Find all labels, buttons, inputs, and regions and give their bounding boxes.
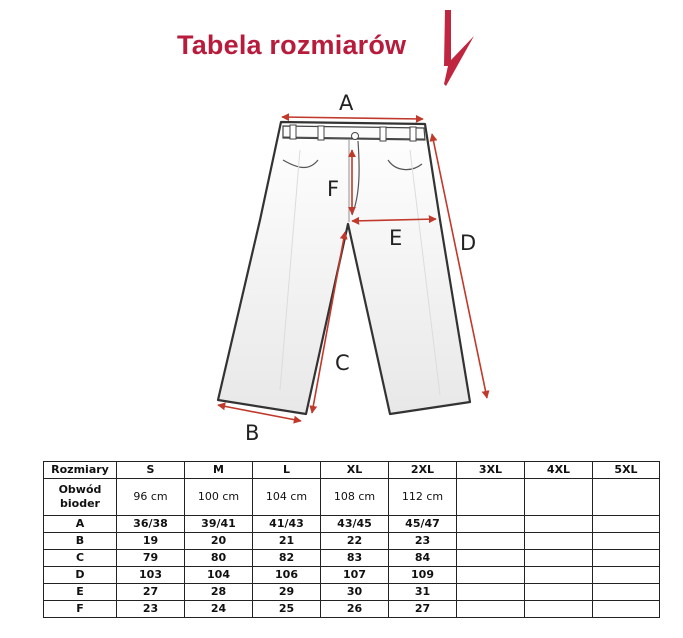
table-cell: 39/41	[185, 516, 253, 533]
table-cell: 80	[185, 550, 253, 567]
table-row	[44, 516, 660, 533]
table-cell: 82	[253, 550, 321, 567]
table-header-row	[44, 462, 660, 479]
table-cell: 21	[253, 533, 321, 550]
label-d: D	[460, 231, 477, 255]
table-cell	[457, 533, 525, 550]
table-cell: 112 cm	[389, 479, 457, 516]
table-cell: 41/43	[253, 516, 321, 533]
table-cell: 27	[117, 584, 185, 601]
table-cell: 23	[389, 533, 457, 550]
table-cell: 100 cm	[185, 479, 253, 516]
table-cell: 36/38	[117, 516, 185, 533]
row-label: D	[44, 567, 117, 584]
table-header-cell: 3XL	[457, 462, 525, 479]
table-cell: 104	[185, 567, 253, 584]
table-cell	[525, 550, 593, 567]
label-a: A	[339, 91, 354, 115]
table-cell: 103	[117, 567, 185, 584]
row-label: F	[44, 601, 117, 618]
table-row	[44, 550, 660, 567]
table-header-cell: M	[185, 462, 253, 479]
page-title: Tabela rozmiarów	[177, 30, 407, 60]
table-row	[44, 601, 660, 618]
label-e: E	[389, 226, 403, 250]
table-cell: 29	[253, 584, 321, 601]
table-cell: 84	[389, 550, 457, 567]
table-cell	[593, 516, 660, 533]
size-table	[43, 461, 660, 618]
table-cell: 96 cm	[117, 479, 185, 516]
table-cell: 108 cm	[321, 479, 389, 516]
table-cell: 79	[117, 550, 185, 567]
table-cell: 24	[185, 601, 253, 618]
table-cell: 104 cm	[253, 479, 321, 516]
table-cell	[525, 567, 593, 584]
label-b: B	[245, 421, 260, 445]
row-label: B	[44, 533, 117, 550]
table-cell: 23	[117, 601, 185, 618]
table-cell: 26	[321, 601, 389, 618]
table-cell	[525, 533, 593, 550]
table-cell	[457, 479, 525, 516]
table-row	[44, 533, 660, 550]
table-cell: 30	[321, 584, 389, 601]
table-cell	[593, 601, 660, 618]
arrow-a	[282, 117, 423, 119]
row-label: Obwód bioder	[44, 479, 117, 516]
table-cell: 107	[321, 567, 389, 584]
table-cell	[593, 479, 660, 516]
table-header-cell: L	[253, 462, 321, 479]
table-cell: 45/47	[389, 516, 457, 533]
table-cell	[457, 567, 525, 584]
button-icon	[352, 133, 359, 140]
table-cell	[593, 533, 660, 550]
table-cell	[457, 550, 525, 567]
table-header-cell: XL	[321, 462, 389, 479]
table-cell: 109	[389, 567, 457, 584]
table-row	[44, 479, 660, 516]
table-cell: 28	[185, 584, 253, 601]
table-cell	[525, 584, 593, 601]
table-cell: 106	[253, 567, 321, 584]
table-header-cell: Rozmiary	[44, 462, 117, 479]
row-label: A	[44, 516, 117, 533]
label-c: C	[335, 351, 350, 375]
row-label: E	[44, 584, 117, 601]
table-cell: 31	[389, 584, 457, 601]
table-cell	[593, 567, 660, 584]
label-f: F	[327, 177, 340, 201]
row-label: C	[44, 550, 117, 567]
table-cell: 25	[253, 601, 321, 618]
table-cell: 43/45	[321, 516, 389, 533]
table-row	[44, 567, 660, 584]
table-cell: 27	[389, 601, 457, 618]
table-cell	[593, 550, 660, 567]
table-cell	[593, 584, 660, 601]
table-cell: 20	[185, 533, 253, 550]
table-cell: 22	[321, 533, 389, 550]
table-header-cell: 2XL	[389, 462, 457, 479]
table-header-cell: 4XL	[525, 462, 593, 479]
table-row	[44, 584, 660, 601]
table-cell: 19	[117, 533, 185, 550]
table-cell	[457, 601, 525, 618]
table-header-cell: 5XL	[593, 462, 660, 479]
table-cell: 83	[321, 550, 389, 567]
table-header-cell: S	[117, 462, 185, 479]
table-cell	[525, 601, 593, 618]
table-cell	[525, 479, 593, 516]
table-cell	[525, 516, 593, 533]
table-cell	[457, 584, 525, 601]
table-cell	[457, 516, 525, 533]
